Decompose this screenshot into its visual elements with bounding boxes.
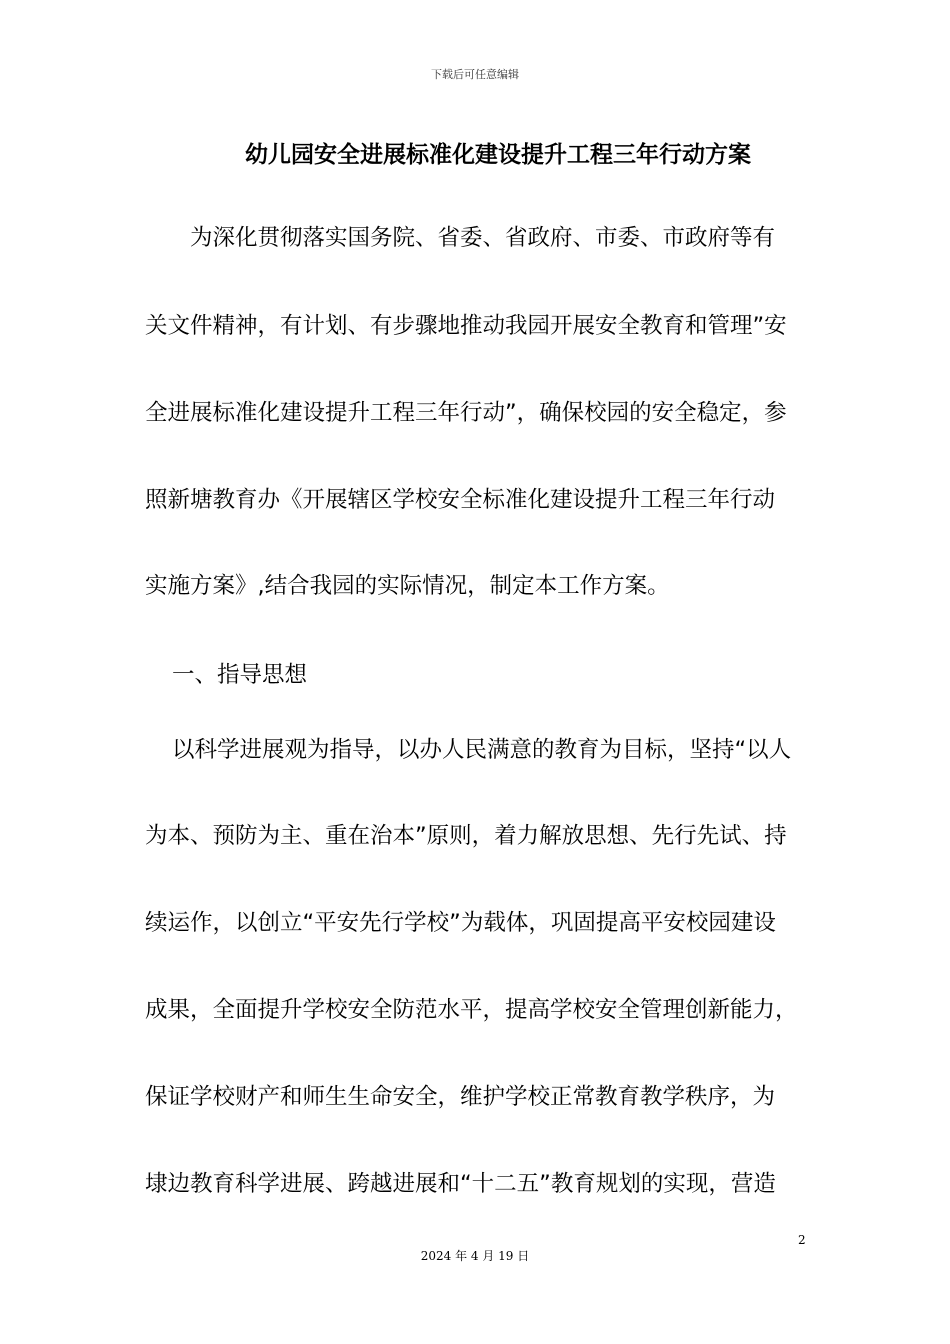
document-title: 幼儿园安全进展标准化建设提升工程三年行动方案 [245, 142, 751, 168]
section-line-4: 成果，全面提升学校安全防范水平，提高学校安全管理创新能力， [145, 997, 798, 1023]
section-heading: 一、指导思想 [172, 662, 308, 688]
section-line-2: 为本、预防为主、重在治本”原则，着力解放思想、先行先试、持 [145, 823, 787, 849]
intro-line-2: 关文件精神，有计划、有步骤地推动我园开展安全教育和管理”安 [145, 313, 787, 339]
intro-line-1: 为深化贯彻落实国务院、省委、省政府、市委、市政府等有 [190, 225, 776, 251]
intro-line-4: 照新塘教育办《开展辖区学校安全标准化建设提升工程三年行动 [145, 487, 776, 513]
footer-date: 2024 年 4 月 19 日 [420, 1249, 530, 1263]
section-line-1: 以科学进展观为指导，以办人民满意的教育为目标，坚持“以人 [172, 737, 792, 763]
intro-line-3: 全进展标准化建设提升工程三年行动”，确保校园的安全稳定，参 [145, 400, 787, 426]
page-number: 2 [798, 1233, 806, 1247]
section-line-6: 埭边教育科学进展、跨越进展和“十二五”教育规划的实现，营造 [145, 1171, 776, 1197]
header-note: 下载后可任意编辑 [431, 68, 519, 81]
intro-line-5: 实施方案》,结合我园的实际情况，制定本工作方案。 [145, 573, 670, 599]
section-line-5: 保证学校财产和师生生命安全，维护学校正常教育教学秩序，为 [145, 1084, 776, 1110]
section-line-3: 续运作，以创立“平安先行学校”为载体，巩固提高平安校园建设 [145, 910, 776, 936]
